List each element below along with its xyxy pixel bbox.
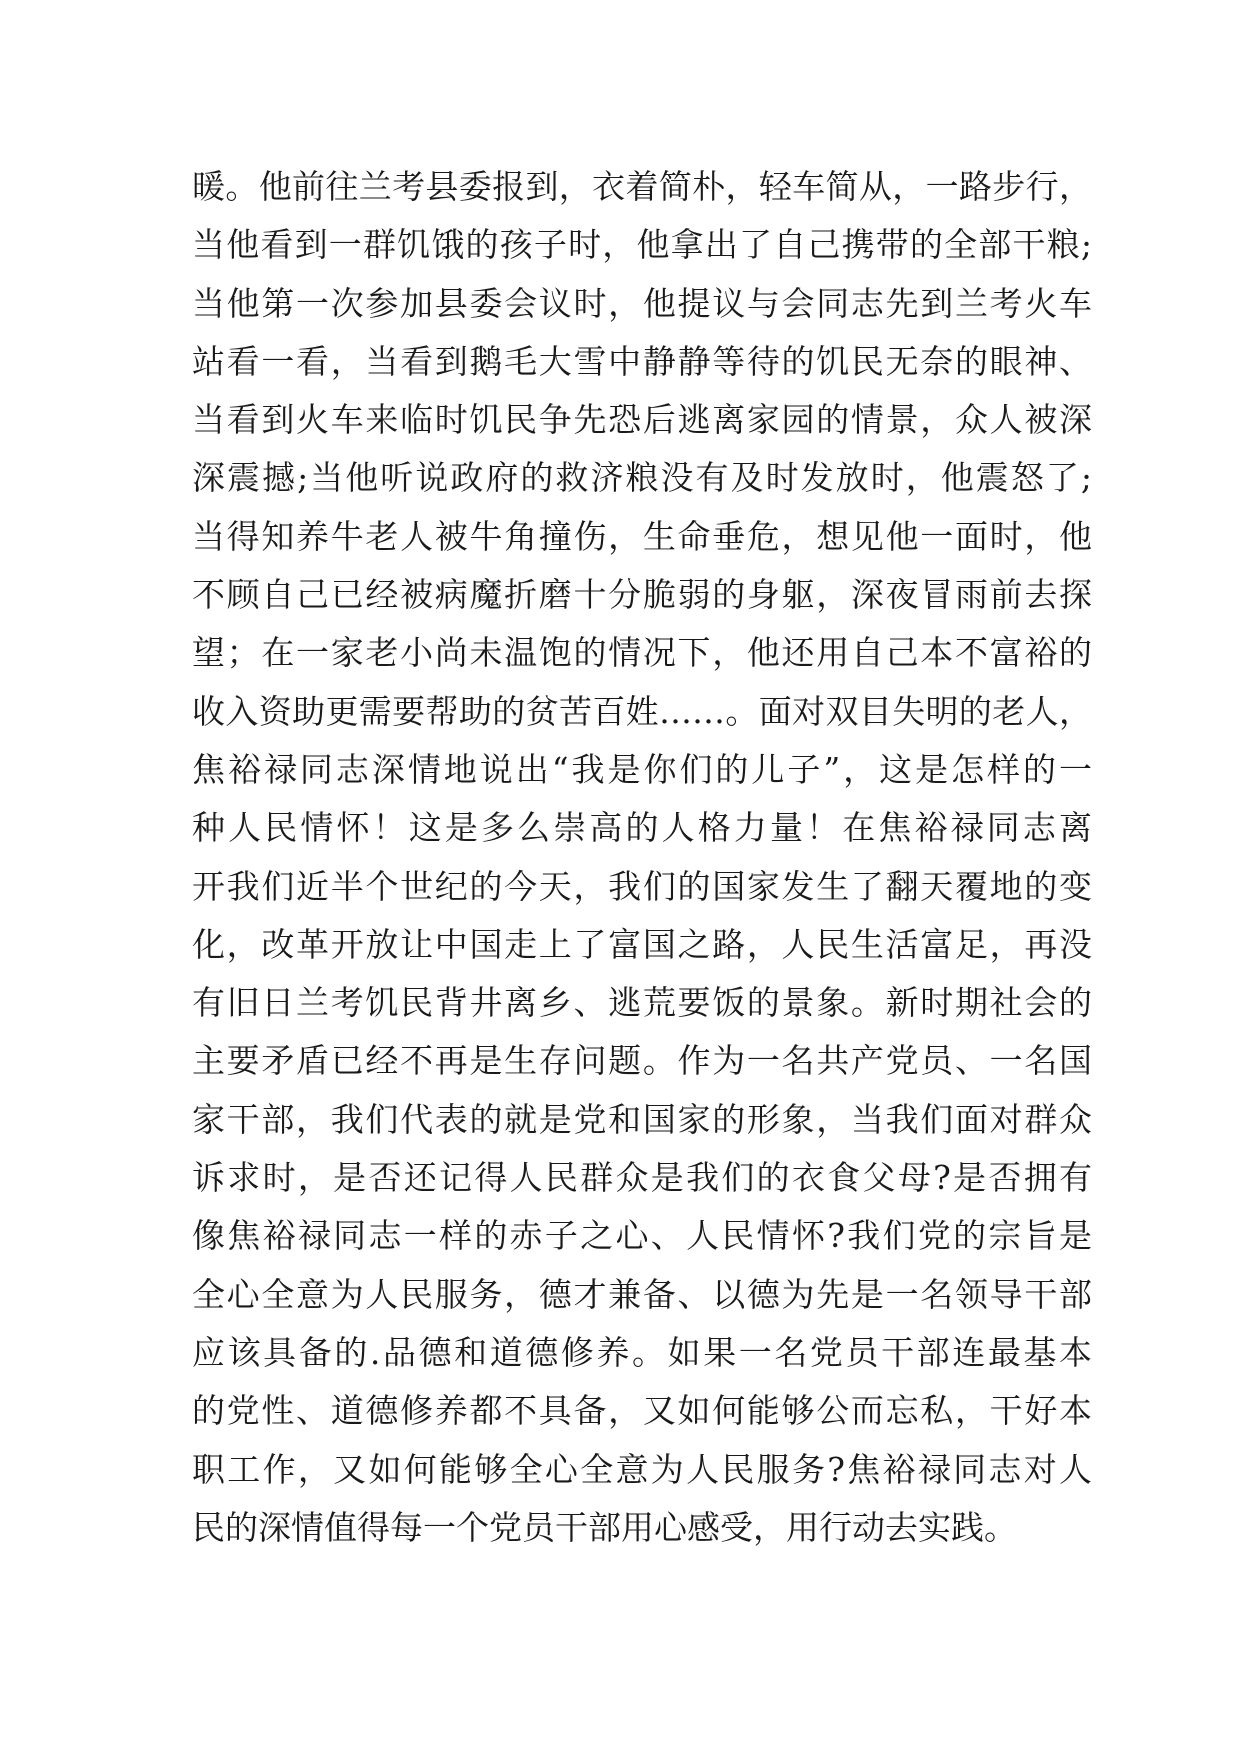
text-line: 深震撼;当他听说政府的救济粮没有及时发放时，他震怒了; (192, 458, 1092, 498)
text-line: 站看一看，当看到鹅毛大雪中静静等待的饥民无奈的眼神、 (192, 341, 1092, 381)
text-line: 当他看到一群饥饿的孩子时，他拿出了自己携带的全部干粮; (192, 225, 1092, 265)
text-line: 全心全意为人民服务，德才兼备、以德为先是一名领导干部 (192, 1274, 1092, 1314)
text-line: 应该具备的.品德和道德修养。如果一名党员干部连最基本 (192, 1332, 1092, 1372)
text-line: 诉求时，是否还记得人民群众是我们的衣食父母?是否拥有 (192, 1158, 1092, 1198)
text-line: 开我们近半个世纪的今天，我们的国家发生了翻天覆地的变 (192, 866, 1092, 906)
text-line: 化，改革开放让中国走上了富国之路，人民生活富足，再没 (192, 924, 1092, 964)
text-line: 收入资助更需要帮助的贫苦百姓……。面对双目失明的老人， (192, 691, 1092, 731)
text-line: 当得知养牛老人被牛角撞伤，生命垂危，想见他一面时，他 (192, 516, 1092, 556)
body-text (192, 158, 1092, 1557)
text-line: 种人民情怀！这是多么崇高的人格力量！在焦裕禄同志离 (192, 808, 1092, 848)
text-line: 望；在一家老小尚未温饱的情况下，他还用自己本不富裕的 (192, 633, 1092, 673)
text-line: 的党性、道德修养都不具备，又如何能够公而忘私，干好本 (192, 1391, 1092, 1431)
text-line: 有旧日兰考饥民背井离乡、逃荒要饭的景象。新时期社会的 (192, 983, 1092, 1023)
text-line: 像焦裕禄同志一样的赤子之心、人民情怀?我们党的宗旨是 (192, 1216, 1092, 1256)
text-line: 职工作，又如何能够全心全意为人民服务?焦裕禄同志对人 (192, 1449, 1092, 1489)
text-line: 不顾自己已经被病魔折磨十分脆弱的身躯，深夜冒雨前去探 (192, 575, 1092, 615)
text-line: 主要矛盾已经不再是生存问题。作为一名共产党员、一名国 (192, 1041, 1092, 1081)
text-line: 家干部，我们代表的就是党和国家的形象，当我们面对群众 (192, 1099, 1092, 1139)
text-line: 当看到火车来临时饥民争先恐后逃离家园的情景，众人被深 (192, 400, 1092, 440)
text-line: 民的深情值得每一个党员干部用心感受，用行动去实践。 (192, 1507, 1017, 1547)
text-line: 暖。他前往兰考县委报到，衣着简朴，轻车简从，一路步行， (192, 167, 1092, 206)
text-line: 当他第一次参加县委会议时，他提议与会同志先到兰考火车 (192, 283, 1092, 323)
text-line: 焦裕禄同志深情地说出“我是你们的儿子”，这是怎样的一 (192, 749, 1092, 789)
